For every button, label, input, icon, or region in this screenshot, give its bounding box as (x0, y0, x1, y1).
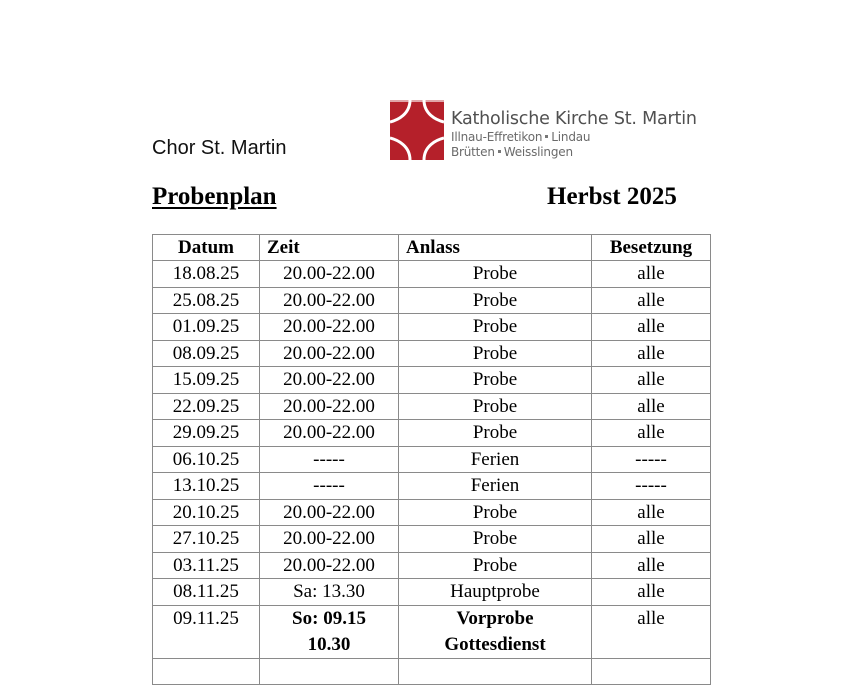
cell-time (260, 658, 399, 685)
table-row (153, 552, 711, 579)
cell-event (399, 658, 592, 685)
cell-event: Hauptprobe (399, 579, 592, 606)
logo-subtitle-line2 (451, 145, 697, 160)
logo-town-bruetten: Brütten (451, 145, 495, 159)
cell-date (153, 658, 260, 685)
table-row (153, 579, 711, 606)
cell-time: 20.00-22.00 (260, 340, 399, 367)
logo-text (451, 108, 697, 160)
table-row (153, 499, 711, 526)
cell-time: 20.00-22.00 (260, 526, 399, 553)
cell-date: 06.10.25 (153, 446, 260, 473)
logo-subtitle-line1 (451, 130, 697, 145)
cell-date: 18.08.25 (153, 261, 260, 288)
cell-time: ----- (260, 473, 399, 500)
cell-date: 08.11.25 (153, 579, 260, 606)
cell-date: 13.10.25 (153, 473, 260, 500)
column-header-time: Zeit (260, 235, 399, 261)
cell-cast: alle (592, 420, 711, 447)
table-row (153, 340, 711, 367)
cell-cast: alle (592, 605, 711, 658)
cell-date: 01.09.25 (153, 314, 260, 341)
cell-cast: alle (592, 340, 711, 367)
cell-time: 20.00-22.00 (260, 420, 399, 447)
cell-cast: alle (592, 314, 711, 341)
cell-date: 25.08.25 (153, 287, 260, 314)
cell-time: 20.00-22.00 (260, 393, 399, 420)
cell-event: Probe (399, 499, 592, 526)
season-title: Herbst 2025 (547, 183, 677, 210)
cell-time: 20.00-22.00 (260, 261, 399, 288)
bullet-icon (545, 135, 548, 138)
cell-date: 09.11.25 (153, 605, 260, 658)
cell-event: Probe (399, 393, 592, 420)
bullet-icon (498, 150, 501, 153)
table-row (153, 314, 711, 341)
parish-logo (390, 100, 700, 162)
parish-cross-logo-icon (390, 100, 444, 160)
cell-event: Probe (399, 261, 592, 288)
cell-event: Probe (399, 420, 592, 447)
logo-title: Katholische Kirche St. Martin (451, 109, 697, 129)
cell-event: Probe (399, 287, 592, 314)
table-header-row (153, 235, 711, 261)
cell-time: ----- (260, 446, 399, 473)
table-row (153, 526, 711, 553)
cell-time-line2: 10.30 (307, 633, 351, 655)
cell-event: Probe (399, 367, 592, 394)
cell-event (399, 605, 592, 658)
cell-date: 27.10.25 (153, 526, 260, 553)
cell-cast (592, 658, 711, 685)
cell-time-line1: So: 09.15 (292, 607, 366, 629)
cell-event: Probe (399, 552, 592, 579)
cell-date: 08.09.25 (153, 340, 260, 367)
cell-time: 20.00-22.00 (260, 287, 399, 314)
table-row (153, 393, 711, 420)
logo-town-illnau: Illnau-Effretikon (451, 130, 543, 144)
column-header-event: Anlass (399, 235, 592, 261)
column-header-cast: Besetzung (592, 235, 711, 261)
cell-cast: alle (592, 579, 711, 606)
column-header-date: Datum (153, 235, 260, 261)
cell-cast: alle (592, 287, 711, 314)
cell-time: 20.00-22.00 (260, 552, 399, 579)
cell-date: 20.10.25 (153, 499, 260, 526)
cell-time (260, 605, 399, 658)
choir-name: Chor St. Martin (152, 137, 287, 159)
cell-cast: alle (592, 367, 711, 394)
table-row (153, 473, 711, 500)
cell-date: 15.09.25 (153, 367, 260, 394)
table-row (153, 658, 711, 685)
cell-time: Sa: 13.30 (260, 579, 399, 606)
table-row (153, 605, 711, 658)
cell-date: 03.11.25 (153, 552, 260, 579)
table-row (153, 446, 711, 473)
cell-event-line2: Gottesdienst (444, 633, 546, 655)
cell-cast: ----- (592, 446, 711, 473)
logo-town-weisslingen: Weisslingen (503, 145, 573, 159)
cell-event: Ferien (399, 446, 592, 473)
cell-date: 22.09.25 (153, 393, 260, 420)
cell-cast: alle (592, 499, 711, 526)
cell-date: 29.09.25 (153, 420, 260, 447)
cell-time: 20.00-22.00 (260, 314, 399, 341)
table-row (153, 420, 711, 447)
cell-cast: alle (592, 393, 711, 420)
rehearsal-schedule-table (152, 234, 711, 685)
cell-time: 20.00-22.00 (260, 367, 399, 394)
cell-event-line1: Vorprobe (456, 607, 534, 629)
logo-town-lindau: Lindau (551, 130, 591, 144)
cell-event: Probe (399, 340, 592, 367)
cell-cast: alle (592, 552, 711, 579)
table-row (153, 367, 711, 394)
table-row (153, 261, 711, 288)
cell-cast: alle (592, 261, 711, 288)
table-row (153, 287, 711, 314)
cell-event: Probe (399, 526, 592, 553)
cell-time: 20.00-22.00 (260, 499, 399, 526)
document-title: Probenplan (152, 183, 277, 210)
cell-event: Probe (399, 314, 592, 341)
cell-cast: ----- (592, 473, 711, 500)
cell-cast: alle (592, 526, 711, 553)
cell-event: Ferien (399, 473, 592, 500)
